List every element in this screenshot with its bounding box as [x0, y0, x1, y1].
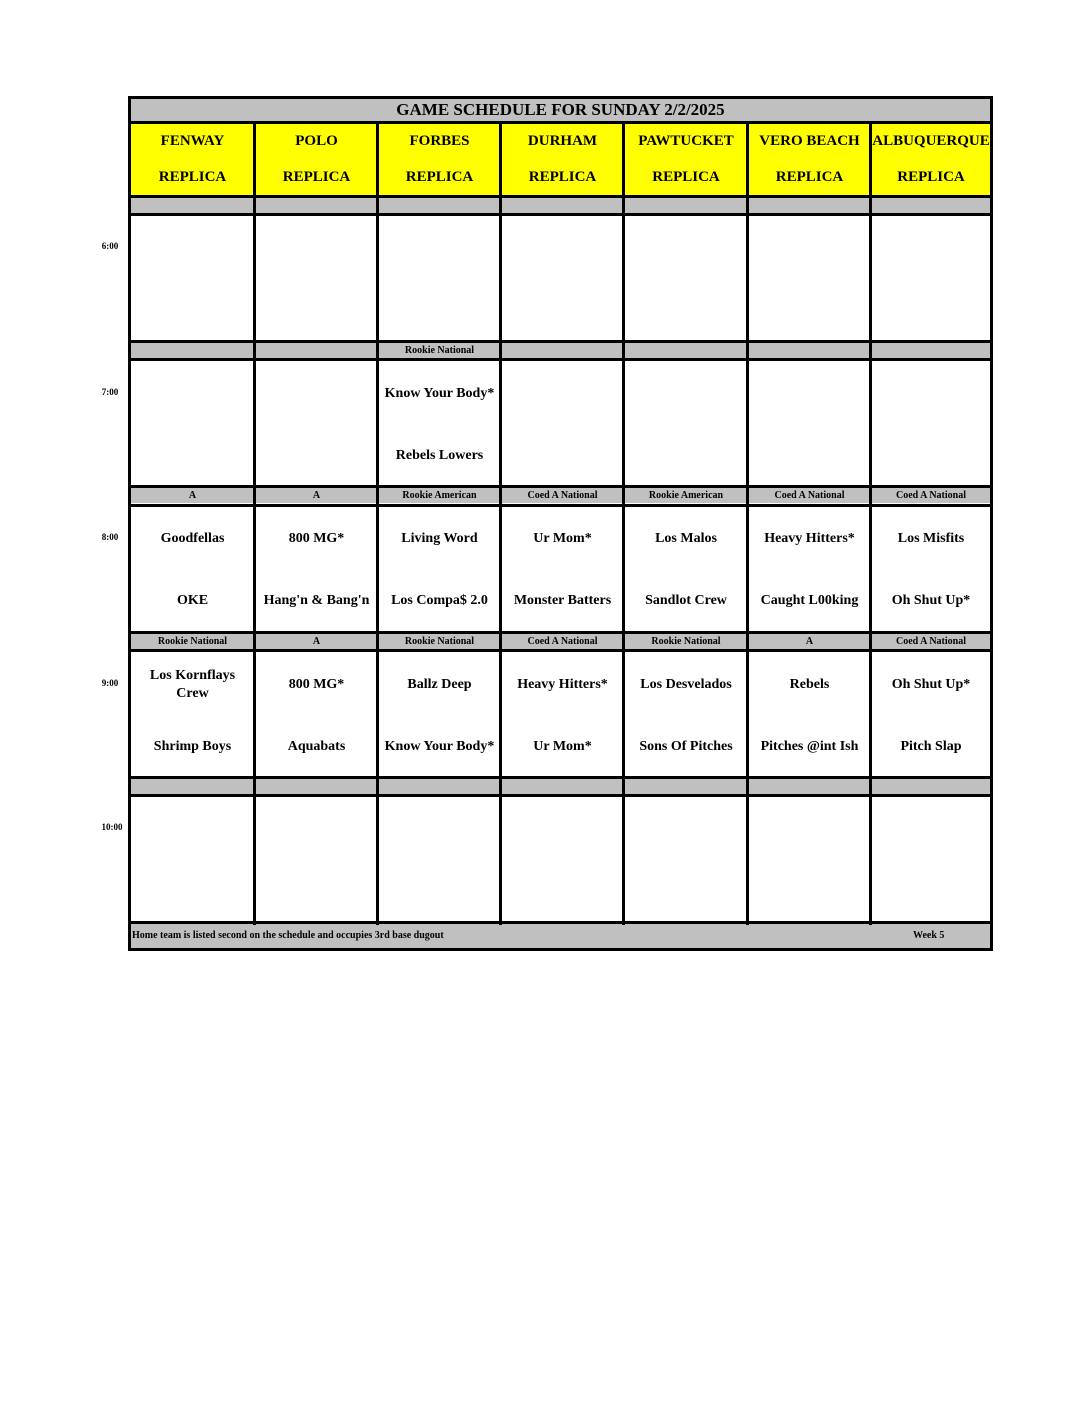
- team-cell: [625, 280, 747, 342]
- field-sub-4: REPLICA: [625, 159, 747, 195]
- time-label: 8:00: [101, 532, 119, 542]
- team-cell: [379, 218, 500, 280]
- grid-line: [131, 921, 990, 924]
- grid-line: [131, 340, 990, 343]
- team-cell: [625, 799, 747, 861]
- league-cell: [749, 779, 870, 794]
- team-cell: Monster Batters: [513, 593, 612, 608]
- league-cell: [256, 343, 377, 358]
- team-cell: Ballz Deep: [407, 677, 472, 692]
- league-cell: [131, 343, 254, 358]
- team-cell: Sandlot Crew: [645, 593, 727, 608]
- team-cell: Ur Mom*: [533, 531, 592, 546]
- team-cell: Goodfellas: [160, 531, 225, 546]
- field-name-3: DURHAM: [502, 123, 623, 159]
- grid-line: [131, 358, 990, 361]
- footer-note: Home team is listed second on the schedule and occupies 3rd base dugout: [132, 930, 444, 941]
- team-cell: [625, 363, 747, 425]
- grid-line: [131, 195, 990, 198]
- team-cell: [379, 280, 500, 342]
- league-cell: Coed A National: [502, 634, 623, 649]
- league-cell: Coed A National: [749, 488, 870, 503]
- league-cell: Rookie American: [625, 488, 747, 503]
- league-cell: [502, 198, 623, 213]
- grid-line: [131, 213, 990, 216]
- team-cell: [131, 425, 254, 487]
- grid-line: [131, 485, 990, 488]
- team-cell: [872, 363, 990, 425]
- team-cell: [749, 363, 870, 425]
- league-cell: A: [256, 634, 377, 649]
- team-cell: Los Kornflays Crew: [149, 668, 236, 701]
- team-cell: [131, 799, 254, 861]
- column-divider: [376, 123, 379, 925]
- team-cell: [872, 218, 990, 280]
- field-sub-0: REPLICA: [131, 159, 254, 195]
- team-cell: Sons Of Pitches: [639, 739, 733, 754]
- team-cell: Los Misfits: [897, 531, 965, 546]
- team-cell: [256, 280, 377, 342]
- team-cell: Los Compa$ 2.0: [391, 593, 488, 608]
- team-cell: Hang'n & Bang'n: [263, 593, 370, 608]
- time-label: 9:00: [101, 678, 119, 688]
- team-cell: [502, 861, 623, 923]
- league-cell: [256, 198, 377, 213]
- time-label: 10:00: [101, 822, 123, 832]
- column-divider: [746, 123, 749, 925]
- team-cell: 800 MG*: [288, 677, 345, 692]
- league-cell: Rookie National: [131, 634, 254, 649]
- league-cell: [502, 779, 623, 794]
- team-cell: [502, 363, 623, 425]
- team-cell: [256, 861, 377, 923]
- team-cell: [749, 799, 870, 861]
- team-cell: Caught L00king: [760, 593, 859, 608]
- schedule-title: GAME SCHEDULE FOR SUNDAY 2/2/2025: [131, 99, 990, 123]
- field-name-6: ALBUQUERQUE: [872, 123, 990, 159]
- field-sub-1: REPLICA: [256, 159, 377, 195]
- league-cell: [625, 779, 747, 794]
- team-cell: Shrimp Boys: [153, 739, 232, 754]
- column-divider: [499, 123, 502, 925]
- team-cell: [749, 861, 870, 923]
- team-cell: [131, 861, 254, 923]
- grid-line: [131, 776, 990, 779]
- column-divider: [253, 123, 256, 925]
- team-cell: [379, 861, 500, 923]
- team-cell: [625, 861, 747, 923]
- team-cell: [379, 799, 500, 861]
- team-cell: [749, 280, 870, 342]
- league-cell: [872, 198, 990, 213]
- team-cell: Los Malos: [655, 531, 717, 546]
- team-cell: Know Your Body*: [384, 386, 495, 401]
- team-cell: Heavy Hitters*: [517, 677, 608, 692]
- league-cell: [502, 343, 623, 358]
- field-name-0: FENWAY: [131, 123, 254, 159]
- team-cell: [502, 280, 623, 342]
- league-cell: [872, 343, 990, 358]
- league-cell: Rookie National: [379, 634, 500, 649]
- team-cell: [749, 218, 870, 280]
- team-cell: Rebels: [789, 677, 830, 692]
- team-cell: Oh Shut Up*: [891, 593, 971, 608]
- team-cell: [872, 799, 990, 861]
- team-cell: Know Your Body*: [384, 739, 495, 754]
- team-cell: [131, 218, 254, 280]
- field-name-4: PAWTUCKET: [625, 123, 747, 159]
- team-cell: [131, 363, 254, 425]
- team-cell: Heavy Hitters*: [764, 531, 855, 546]
- team-cell: [502, 799, 623, 861]
- league-cell: [872, 779, 990, 794]
- column-divider: [622, 123, 625, 925]
- team-cell: [625, 425, 747, 487]
- grid-line: [131, 121, 990, 124]
- league-cell: Coed A National: [502, 488, 623, 503]
- footer-bar: [131, 924, 990, 948]
- field-name-2: FORBES: [379, 123, 500, 159]
- league-cell: [625, 343, 747, 358]
- time-label: 6:00: [101, 241, 119, 251]
- league-cell: A: [131, 488, 254, 503]
- team-cell: Ur Mom*: [533, 739, 592, 754]
- field-sub-5: REPLICA: [749, 159, 870, 195]
- grid-line: [131, 649, 990, 652]
- team-cell: [256, 425, 377, 487]
- team-cell: [256, 363, 377, 425]
- team-cell: Living Word: [401, 531, 478, 546]
- team-cell: Rebels Lowers: [395, 448, 484, 463]
- team-cell: Pitches @int Ish: [760, 739, 859, 754]
- league-cell: Rookie American: [379, 488, 500, 503]
- field-sub-6: REPLICA: [872, 159, 990, 195]
- grid-line: [131, 631, 990, 634]
- team-cell: [131, 280, 254, 342]
- column-divider: [869, 123, 872, 925]
- league-cell: [379, 779, 500, 794]
- week-label: Week 5: [913, 930, 945, 941]
- team-cell: [502, 425, 623, 487]
- field-name-5: VERO BEACH: [749, 123, 870, 159]
- grid-line: [131, 794, 990, 797]
- league-cell: [131, 779, 254, 794]
- league-cell: Rookie National: [379, 343, 500, 358]
- team-cell: Aquabats: [287, 739, 346, 754]
- team-cell: [749, 425, 870, 487]
- field-name-1: POLO: [256, 123, 377, 159]
- team-cell: Oh Shut Up*: [891, 677, 971, 692]
- league-cell: A: [749, 634, 870, 649]
- league-cell: [379, 198, 500, 213]
- team-cell: Los Desvelados: [640, 677, 732, 692]
- league-cell: [625, 198, 747, 213]
- league-cell: Rookie National: [625, 634, 747, 649]
- team-cell: Pitch Slap: [900, 739, 962, 754]
- time-label: 7:00: [101, 387, 119, 397]
- league-cell: [749, 343, 870, 358]
- team-cell: OKE: [176, 593, 209, 608]
- field-sub-3: REPLICA: [502, 159, 623, 195]
- team-cell: [502, 218, 623, 280]
- league-cell: Coed A National: [872, 634, 990, 649]
- grid-line: [131, 504, 990, 507]
- team-cell: 800 MG*: [288, 531, 345, 546]
- league-cell: [131, 198, 254, 213]
- team-cell: [872, 280, 990, 342]
- league-cell: [256, 779, 377, 794]
- field-sub-2: REPLICA: [379, 159, 500, 195]
- team-cell: [872, 861, 990, 923]
- team-cell: [625, 218, 747, 280]
- league-cell: A: [256, 488, 377, 503]
- team-cell: [872, 425, 990, 487]
- team-cell: [256, 799, 377, 861]
- team-cell: [256, 218, 377, 280]
- league-cell: Coed A National: [872, 488, 990, 503]
- league-cell: [749, 198, 870, 213]
